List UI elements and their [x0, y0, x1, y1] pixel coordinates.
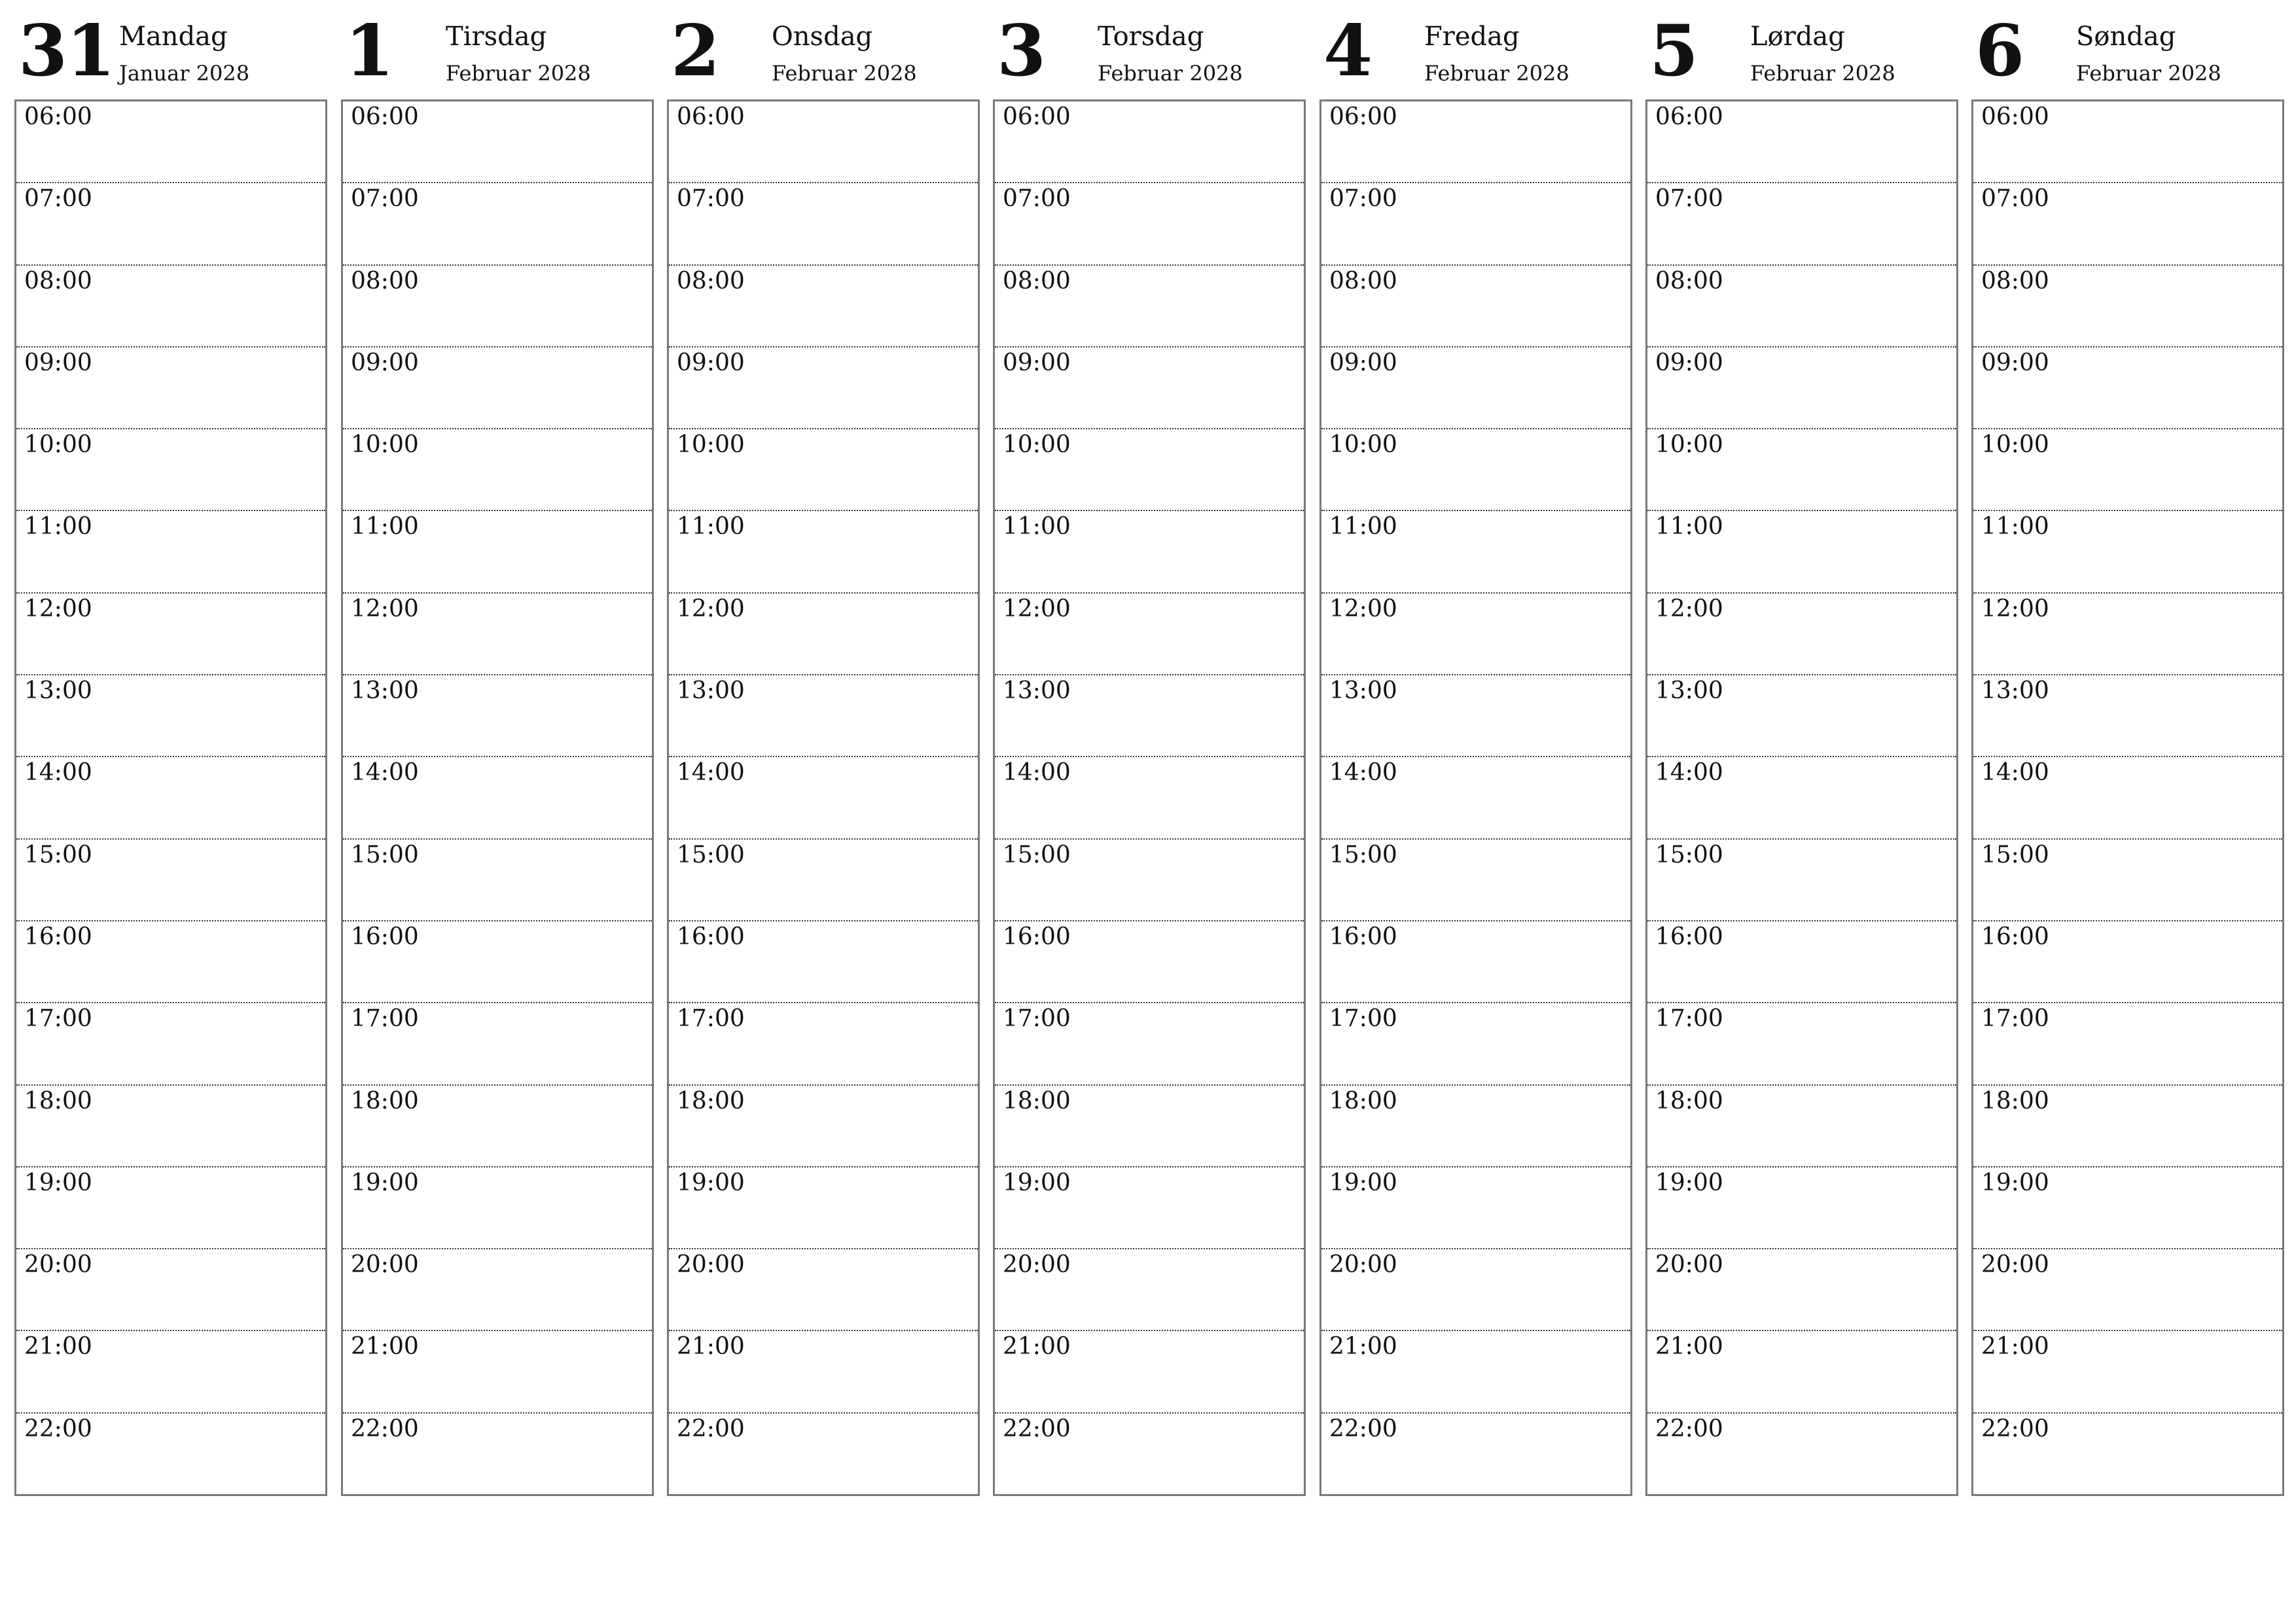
hour-slot[interactable]: [669, 429, 978, 511]
hour-slot[interactable]: [1321, 101, 1630, 183]
weekday-name: Onsdag: [772, 22, 873, 52]
hour-label: 12:00: [351, 595, 419, 622]
hour-slot[interactable]: [16, 1414, 325, 1495]
month-year: Februar 2028: [1424, 61, 1570, 86]
hour-slot[interactable]: [1321, 348, 1630, 429]
day-column: [341, 0, 654, 1442]
day-header: [667, 0, 980, 99]
day-column: [1645, 0, 1958, 1442]
hour-slot[interactable]: [669, 757, 978, 839]
day-header: [1645, 0, 1958, 99]
hour-label: 06:00: [1981, 103, 2049, 130]
hour-label: 22:00: [1003, 1415, 1071, 1442]
hour-slot[interactable]: [343, 429, 652, 511]
hour-label: 16:00: [351, 923, 419, 950]
hour-label: 22:00: [351, 1415, 419, 1442]
hour-slot[interactable]: [669, 1249, 978, 1331]
hour-label: 17:00: [1003, 1005, 1071, 1033]
hour-label: 11:00: [1655, 513, 1723, 541]
hour-slot[interactable]: [1647, 840, 1956, 921]
weekday-name: Fredag: [1424, 22, 1520, 52]
day-header: [1971, 0, 2284, 99]
day-number: 6: [1975, 10, 2024, 92]
hour-slot[interactable]: [1321, 1003, 1630, 1085]
hour-slot[interactable]: [1647, 266, 1956, 348]
hour-label: 08:00: [1003, 267, 1071, 294]
hour-slot[interactable]: [669, 348, 978, 429]
hour-label: 17:00: [1329, 1005, 1397, 1033]
hour-label: 21:00: [1003, 1333, 1071, 1361]
hour-slot[interactable]: [995, 1414, 1304, 1495]
hour-slot[interactable]: [1647, 921, 1956, 1003]
hour-slot[interactable]: [995, 101, 1304, 183]
hour-label: 06:00: [677, 103, 745, 130]
hour-slot[interactable]: [669, 511, 978, 593]
hour-slot[interactable]: [16, 1331, 325, 1413]
hour-label: 14:00: [24, 759, 92, 787]
hour-label: 11:00: [351, 513, 419, 541]
hour-slot[interactable]: [1647, 348, 1956, 429]
hour-label: 19:00: [24, 1169, 92, 1196]
month-year: Januar 2028: [119, 61, 250, 86]
hour-slot[interactable]: [1647, 1003, 1956, 1085]
hour-slot[interactable]: [1973, 266, 2282, 348]
hour-slot[interactable]: [1647, 675, 1956, 757]
hour-slot[interactable]: [995, 840, 1304, 921]
hour-label: 07:00: [1981, 185, 2049, 213]
hour-slot[interactable]: [669, 183, 978, 265]
hour-label: 19:00: [1655, 1169, 1723, 1196]
hour-label: 22:00: [1655, 1415, 1723, 1442]
weekday-name: Lørdag: [1750, 22, 1845, 52]
hour-slot[interactable]: [343, 1249, 652, 1331]
hour-label: 22:00: [24, 1415, 92, 1442]
hour-slot[interactable]: [995, 594, 1304, 675]
weekday-name: Torsdag: [1098, 22, 1204, 52]
hour-label: 17:00: [1981, 1005, 2049, 1033]
hour-slot[interactable]: [995, 1249, 1304, 1331]
hour-label: 07:00: [1003, 185, 1071, 213]
hour-slot[interactable]: [1647, 1414, 1956, 1495]
day-column: [14, 0, 327, 1442]
hour-slot[interactable]: [16, 101, 325, 183]
hour-slot[interactable]: [1321, 1249, 1630, 1331]
hour-slot[interactable]: [995, 511, 1304, 593]
hour-slot[interactable]: [343, 183, 652, 265]
hour-label: 10:00: [1329, 431, 1397, 459]
hour-slot[interactable]: [1647, 757, 1956, 839]
hour-label: 21:00: [1981, 1333, 2049, 1361]
hour-slot[interactable]: [1321, 921, 1630, 1003]
hour-label: 18:00: [1329, 1087, 1397, 1115]
hour-label: 09:00: [677, 349, 745, 376]
hour-slot[interactable]: [669, 1003, 978, 1085]
hour-label: 11:00: [24, 513, 92, 541]
hour-label: 14:00: [677, 759, 745, 787]
hour-label: 19:00: [1003, 1169, 1071, 1196]
hour-label: 10:00: [1003, 431, 1071, 459]
hour-slot[interactable]: [16, 1003, 325, 1085]
hour-label: 19:00: [677, 1169, 745, 1196]
hour-label: 16:00: [1981, 923, 2049, 950]
hour-slot[interactable]: [1973, 511, 2282, 593]
hour-label: 20:00: [1655, 1251, 1723, 1279]
hour-slot[interactable]: [995, 1331, 1304, 1413]
day-column: [1971, 0, 2284, 1442]
hour-slot[interactable]: [343, 921, 652, 1003]
hour-slot[interactable]: [995, 1168, 1304, 1249]
hour-slot[interactable]: [16, 757, 325, 839]
hour-label: 06:00: [1655, 103, 1723, 130]
hour-label: 16:00: [24, 923, 92, 950]
hour-label: 06:00: [351, 103, 419, 130]
hour-label: 20:00: [1003, 1251, 1071, 1279]
hour-label: 10:00: [1655, 431, 1723, 459]
hour-slot[interactable]: [343, 511, 652, 593]
hour-slot[interactable]: [16, 429, 325, 511]
hour-grid: [14, 99, 327, 1496]
hour-slot[interactable]: [669, 840, 978, 921]
hour-label: 19:00: [1329, 1169, 1397, 1196]
hour-label: 13:00: [351, 677, 419, 705]
hour-slot[interactable]: [343, 1414, 652, 1495]
hour-label: 18:00: [1003, 1087, 1071, 1115]
hour-grid: [1971, 99, 2284, 1496]
hour-label: 10:00: [677, 431, 745, 459]
hour-slot[interactable]: [995, 429, 1304, 511]
day-column: [993, 0, 1306, 1442]
hour-slot[interactable]: [1973, 1168, 2282, 1249]
hour-label: 13:00: [677, 677, 745, 705]
hour-slot[interactable]: [1973, 348, 2282, 429]
day-number: 31: [18, 10, 115, 92]
hour-slot[interactable]: [16, 266, 325, 348]
hour-label: 07:00: [1655, 185, 1723, 213]
hour-slot[interactable]: [343, 348, 652, 429]
hour-slot[interactable]: [343, 1168, 652, 1249]
hour-label: 09:00: [1981, 349, 2049, 376]
month-year: Februar 2028: [2076, 61, 2221, 86]
hour-slot[interactable]: [1973, 1331, 2282, 1413]
hour-slot[interactable]: [16, 511, 325, 593]
hour-slot[interactable]: [16, 840, 325, 921]
hour-slot[interactable]: [1973, 1003, 2282, 1085]
hour-slot[interactable]: [343, 675, 652, 757]
hour-slot[interactable]: [995, 921, 1304, 1003]
hour-slot[interactable]: [669, 1086, 978, 1168]
hour-label: 12:00: [1655, 595, 1723, 622]
hour-slot[interactable]: [1973, 101, 2282, 183]
hour-slot[interactable]: [343, 101, 652, 183]
hour-slot[interactable]: [1321, 511, 1630, 593]
hour-label: 15:00: [1329, 841, 1397, 868]
hour-label: 17:00: [24, 1005, 92, 1033]
hour-label: 13:00: [1329, 677, 1397, 705]
hour-label: 08:00: [1981, 267, 2049, 294]
hour-label: 14:00: [1981, 759, 2049, 787]
hour-label: 09:00: [1655, 349, 1723, 376]
hour-slot[interactable]: [16, 348, 325, 429]
hour-label: 20:00: [351, 1251, 419, 1279]
hour-label: 11:00: [1003, 513, 1071, 541]
hour-slot[interactable]: [1973, 183, 2282, 265]
hour-label: 06:00: [1003, 103, 1071, 130]
hour-slot[interactable]: [1973, 1249, 2282, 1331]
hour-label: 10:00: [1981, 431, 2049, 459]
hour-label: 21:00: [1655, 1333, 1723, 1361]
hour-label: 21:00: [24, 1333, 92, 1361]
hour-slot[interactable]: [1647, 429, 1956, 511]
day-column: [1319, 0, 1632, 1442]
hour-label: 13:00: [1655, 677, 1723, 705]
hour-label: 22:00: [677, 1415, 745, 1442]
hour-slot[interactable]: [1321, 757, 1630, 839]
day-column: [667, 0, 980, 1442]
hour-label: 09:00: [24, 349, 92, 376]
month-year: Februar 2028: [446, 61, 591, 86]
hour-label: 14:00: [1655, 759, 1723, 787]
hour-slot[interactable]: [995, 266, 1304, 348]
hour-slot[interactable]: [343, 266, 652, 348]
hour-label: 11:00: [1981, 513, 2049, 541]
hour-label: 13:00: [1981, 677, 2049, 705]
hour-label: 08:00: [1329, 267, 1397, 294]
hour-label: 11:00: [1329, 513, 1397, 541]
hour-slot[interactable]: [16, 675, 325, 757]
hour-label: 17:00: [677, 1005, 745, 1033]
hour-slot[interactable]: [1973, 1414, 2282, 1495]
hour-label: 09:00: [1003, 349, 1071, 376]
hour-label: 08:00: [677, 267, 745, 294]
hour-label: 06:00: [24, 103, 92, 130]
hour-label: 07:00: [1329, 185, 1397, 213]
hour-slot[interactable]: [669, 101, 978, 183]
hour-label: 07:00: [677, 185, 745, 213]
month-year: Februar 2028: [1750, 61, 1895, 86]
hour-label: 14:00: [1003, 759, 1071, 787]
hour-label: 21:00: [351, 1333, 419, 1361]
day-number: 4: [1323, 10, 1372, 92]
hour-label: 18:00: [1981, 1087, 2049, 1115]
day-header: [14, 0, 327, 99]
day-header: [993, 0, 1306, 99]
hour-slot[interactable]: [995, 675, 1304, 757]
hour-slot[interactable]: [16, 921, 325, 1003]
weekday-name: Tirsdag: [446, 22, 547, 52]
hour-grid: [667, 99, 980, 1496]
hour-slot[interactable]: [995, 757, 1304, 839]
hour-label: 22:00: [1981, 1415, 2049, 1442]
hour-grid: [341, 99, 654, 1496]
hour-label: 18:00: [24, 1087, 92, 1115]
hour-slot[interactable]: [1321, 675, 1630, 757]
hour-slot[interactable]: [669, 1414, 978, 1495]
day-number: 3: [997, 10, 1045, 92]
hour-slot[interactable]: [1321, 1331, 1630, 1413]
hour-slot[interactable]: [1973, 921, 2282, 1003]
hour-slot[interactable]: [1321, 429, 1630, 511]
hour-slot[interactable]: [1321, 266, 1630, 348]
hour-slot[interactable]: [1321, 1086, 1630, 1168]
hour-label: 14:00: [351, 759, 419, 787]
hour-slot[interactable]: [1647, 511, 1956, 593]
hour-slot[interactable]: [343, 1086, 652, 1168]
hour-slot[interactable]: [343, 1331, 652, 1413]
hour-label: 10:00: [351, 431, 419, 459]
hour-slot[interactable]: [669, 594, 978, 675]
hour-slot[interactable]: [995, 348, 1304, 429]
hour-label: 07:00: [351, 185, 419, 213]
hour-grid: [1645, 99, 1958, 1496]
day-number: 2: [671, 10, 719, 92]
hour-slot[interactable]: [1647, 594, 1956, 675]
hour-slot[interactable]: [1647, 101, 1956, 183]
hour-label: 15:00: [1003, 841, 1071, 868]
hour-slot[interactable]: [669, 1168, 978, 1249]
hour-label: 12:00: [1329, 595, 1397, 622]
hour-label: 18:00: [1655, 1087, 1723, 1115]
hour-label: 15:00: [24, 841, 92, 868]
day-header: [341, 0, 654, 99]
day-header: [1319, 0, 1632, 99]
hour-label: 21:00: [1329, 1333, 1397, 1361]
hour-slot[interactable]: [1973, 675, 2282, 757]
hour-slot[interactable]: [1647, 1086, 1956, 1168]
hour-label: 08:00: [1655, 267, 1723, 294]
hour-grid: [1319, 99, 1632, 1496]
hour-label: 17:00: [1655, 1005, 1723, 1033]
hour-slot[interactable]: [16, 594, 325, 675]
hour-slot[interactable]: [669, 1331, 978, 1413]
hour-label: 09:00: [351, 349, 419, 376]
hour-slot[interactable]: [343, 1003, 652, 1085]
hour-slot[interactable]: [1647, 1168, 1956, 1249]
hour-slot[interactable]: [343, 840, 652, 921]
hour-slot[interactable]: [995, 1003, 1304, 1085]
hour-label: 10:00: [24, 431, 92, 459]
hour-label: 19:00: [351, 1169, 419, 1196]
hour-label: 08:00: [351, 267, 419, 294]
hour-slot[interactable]: [16, 1249, 325, 1331]
hour-label: 14:00: [1329, 759, 1397, 787]
hour-slot[interactable]: [343, 594, 652, 675]
weekday-name: Søndag: [2076, 22, 2176, 52]
hour-label: 12:00: [1003, 595, 1071, 622]
hour-label: 16:00: [1655, 923, 1723, 950]
hour-slot[interactable]: [1973, 1086, 2282, 1168]
hour-label: 20:00: [1329, 1251, 1397, 1279]
month-year: Februar 2028: [772, 61, 917, 86]
hour-label: 07:00: [24, 185, 92, 213]
hour-slot[interactable]: [1973, 757, 2282, 839]
hour-label: 15:00: [677, 841, 745, 868]
hour-label: 22:00: [1329, 1415, 1397, 1442]
hour-label: 12:00: [677, 595, 745, 622]
hour-label: 20:00: [1981, 1251, 2049, 1279]
hour-slot[interactable]: [1321, 183, 1630, 265]
month-year: Februar 2028: [1098, 61, 1243, 86]
hour-label: 08:00: [24, 267, 92, 294]
hour-label: 11:00: [677, 513, 745, 541]
hour-slot[interactable]: [1973, 594, 2282, 675]
hour-label: 13:00: [24, 677, 92, 705]
hour-label: 15:00: [1655, 841, 1723, 868]
hour-label: 12:00: [24, 595, 92, 622]
hour-label: 12:00: [1981, 595, 2049, 622]
hour-label: 19:00: [1981, 1169, 2049, 1196]
hour-slot[interactable]: [1647, 1331, 1956, 1413]
hour-label: 16:00: [1329, 923, 1397, 950]
hour-slot[interactable]: [995, 183, 1304, 265]
hour-label: 21:00: [677, 1333, 745, 1361]
hour-slot[interactable]: [1321, 1414, 1630, 1495]
hour-label: 20:00: [677, 1251, 745, 1279]
hour-slot[interactable]: [1973, 840, 2282, 921]
hour-label: 15:00: [1981, 841, 2049, 868]
hour-label: 18:00: [351, 1087, 419, 1115]
hour-slot[interactable]: [1321, 594, 1630, 675]
day-number: 5: [1649, 10, 1698, 92]
weekday-name: Mandag: [119, 22, 228, 52]
hour-slot[interactable]: [995, 1086, 1304, 1168]
hour-grid: [993, 99, 1306, 1496]
hour-slot[interactable]: [1321, 1168, 1630, 1249]
hour-slot[interactable]: [16, 1168, 325, 1249]
hour-label: 17:00: [351, 1005, 419, 1033]
hour-label: 20:00: [24, 1251, 92, 1279]
hour-label: 13:00: [1003, 677, 1071, 705]
day-number: 1: [345, 10, 393, 92]
hour-slot[interactable]: [669, 266, 978, 348]
hour-slot[interactable]: [1647, 183, 1956, 265]
hour-label: 15:00: [351, 841, 419, 868]
hour-label: 16:00: [677, 923, 745, 950]
hour-label: 06:00: [1329, 103, 1397, 130]
hour-slot[interactable]: [1647, 1249, 1956, 1331]
hour-label: 09:00: [1329, 349, 1397, 376]
hour-slot[interactable]: [1321, 840, 1630, 921]
hour-slot[interactable]: [669, 675, 978, 757]
hour-slot[interactable]: [16, 1086, 325, 1168]
hour-label: 18:00: [677, 1087, 745, 1115]
hour-slot[interactable]: [669, 921, 978, 1003]
hour-slot[interactable]: [1973, 429, 2282, 511]
hour-slot[interactable]: [16, 183, 325, 265]
hour-slot[interactable]: [343, 757, 652, 839]
hour-label: 16:00: [1003, 923, 1071, 950]
